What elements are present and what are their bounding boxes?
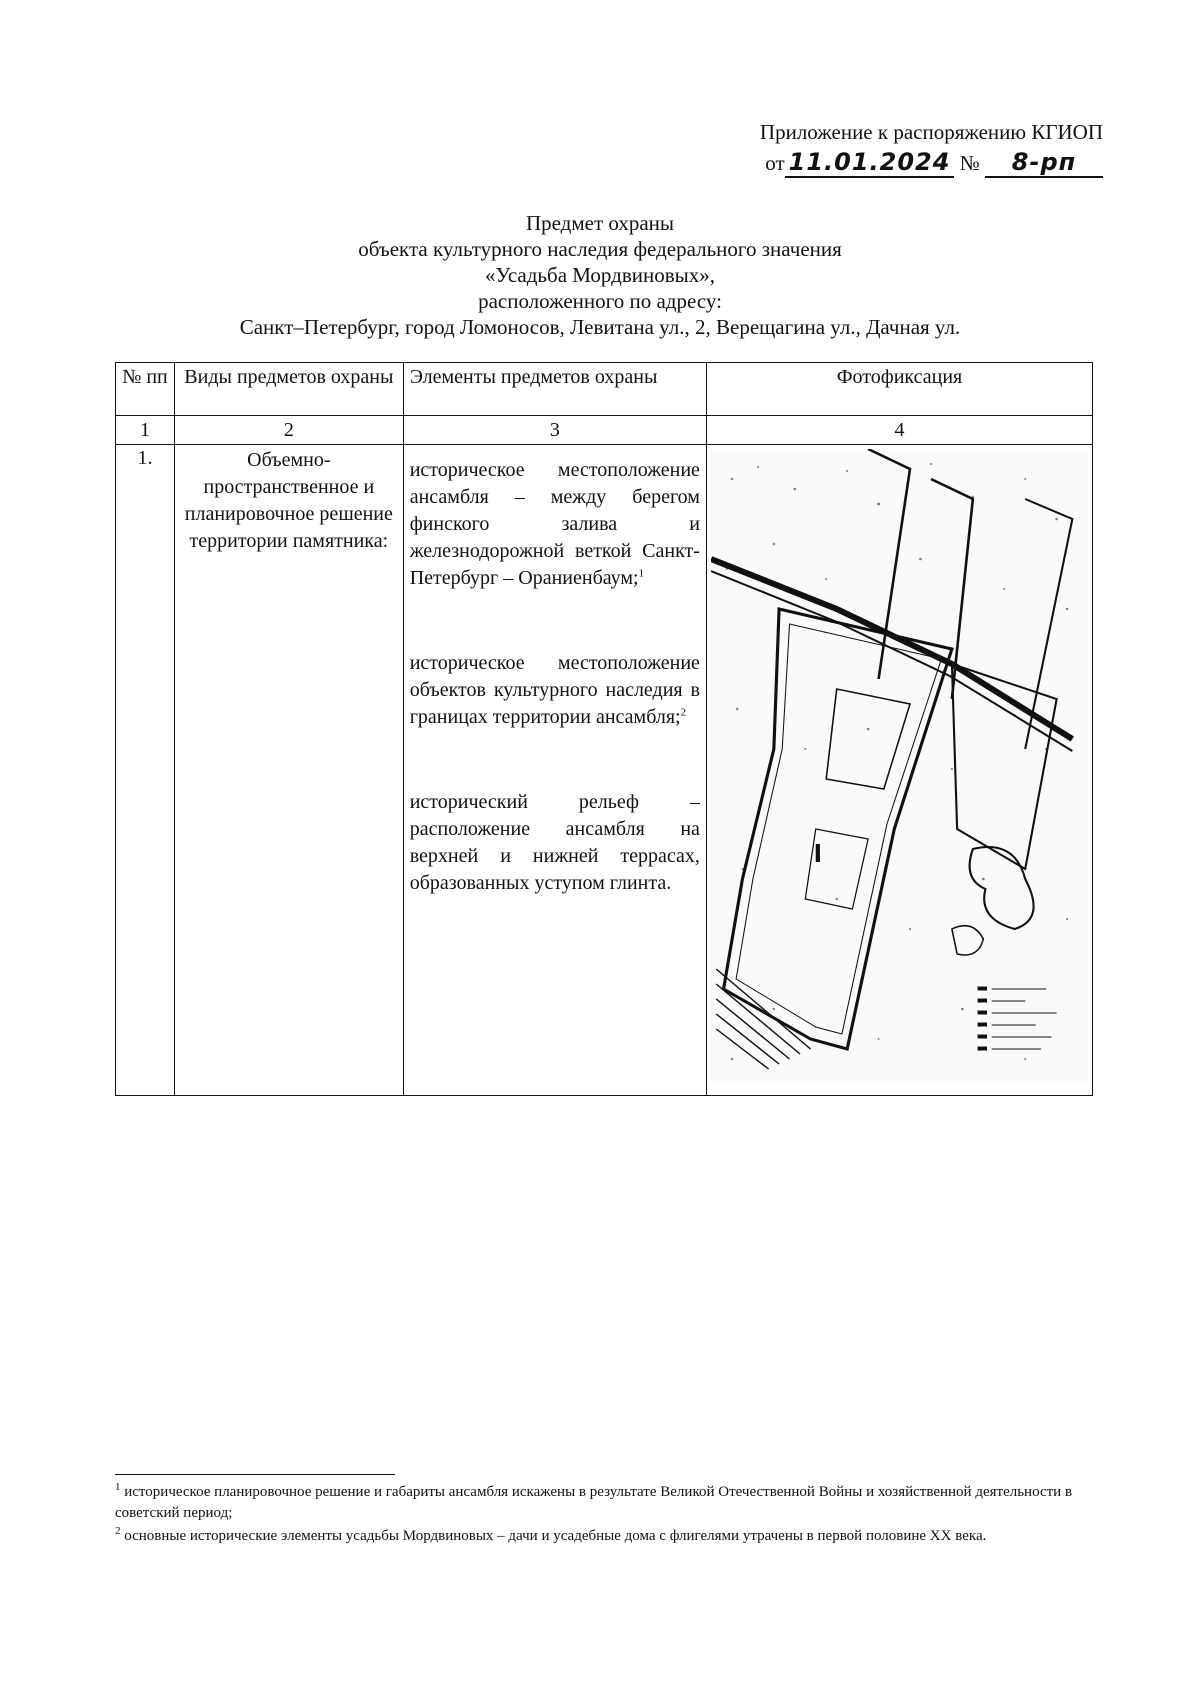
footnote-ref: 2 <box>680 706 687 719</box>
col-num-1: 1 <box>116 416 175 445</box>
header-number: № пп <box>116 363 175 416</box>
row-elements <box>403 445 706 1096</box>
footnote-separator <box>115 1474 395 1475</box>
header-photo: Фотофиксация <box>706 363 1092 416</box>
title-line-3: «Усадьба Мордвиновых», <box>485 263 715 287</box>
handwritten-number: 8-рп <box>985 148 1103 178</box>
photo-cell <box>706 445 1092 1096</box>
title-line-5: Санкт–Петербург, город Ломоносов, Левитана ул., 2, Верещагина ул., Дачная ул. <box>239 315 961 339</box>
col-num-2: 2 <box>174 416 403 445</box>
col-num-3: 3 <box>403 416 706 445</box>
from-label: от <box>765 151 785 175</box>
title-line-2: объекта культурного наследия федерального значения <box>358 237 842 261</box>
table-header-row <box>116 363 1093 416</box>
title-line-1: Предмет охраны <box>525 211 675 235</box>
appendix-caption: Приложение к распоряжению КГИОП <box>759 120 1103 144</box>
order-date-number <box>765 148 1103 178</box>
row-type: Объемно-пространственное и планировочное решение территории памятника: <box>174 445 403 1096</box>
element-item: историческое местоположение ансамбля – между берегом финского залива и железнодорожной веткой Санкт-Петербург – Ораниенбаум;$^1$ <box>409 459 700 589</box>
header-type: Виды предметов охраны <box>174 363 403 416</box>
header-elements: Элементы предметов охраны <box>403 363 706 416</box>
footnote-ref: 1 <box>638 567 645 580</box>
footnote-2: $^2$ основные исторические элементы усадьбы Мордвиновых – дачи и усадебные дома с флигелями утрачены в первой половине XX века. <box>115 1525 987 1544</box>
handwritten-date: 11.01.2024 <box>785 148 955 178</box>
footnote-1: $^1$ историческое планировочное решение и габариты ансамбля искажены в результате Великой Отечественной Войны и хозяйственной деятельности в советский период; <box>115 1481 1073 1521</box>
row-number: 1. <box>116 445 175 1096</box>
element-item: исторический рельеф – расположение ансамбля на верхней и нижней террасах, образованных уступом глинта. <box>409 791 700 894</box>
title-line-4: расположенного по адресу: <box>478 289 722 313</box>
col-num-4: 4 <box>706 416 1092 445</box>
column-number-row <box>116 416 1093 445</box>
site-map-image <box>711 449 1088 1081</box>
protection-subject-table <box>115 362 1093 1096</box>
number-label: № <box>959 151 980 175</box>
table-row <box>116 445 1093 1096</box>
element-item: историческое местоположение объектов культурного наследия в границах территории ансамбля;$^2$ <box>409 652 700 728</box>
